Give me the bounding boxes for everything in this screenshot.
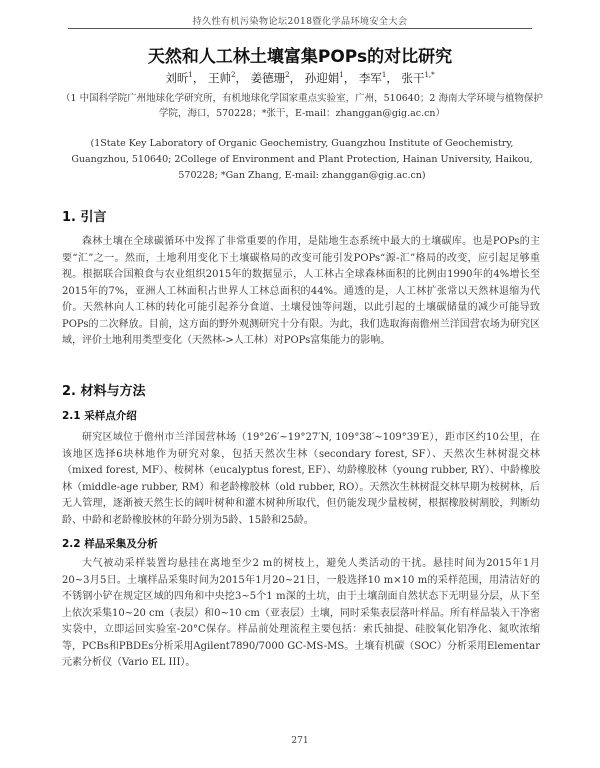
header-divider <box>68 28 532 29</box>
paper-title: 天然和人工林土壤富集POPs的对比研究 <box>147 47 453 67</box>
section-heading-methods: 2. 材料与方法 <box>62 384 146 399</box>
author: 姜德珊$^2$ <box>250 71 290 85</box>
introduction-paragraph: 森林土壤在全球碳循环中发挥了非常重要的作用，是陆地生态系统中最大的土壤碳库。也是POPs的主要“汇”之一。然而，土地利用变化下土壤碳格局的改变可能引发POPs“源-汇”格局的改变，应引起足够重视。根据联合国粮食与农业组织2015年的数据显示，人工林占全球森林面积的比例由1990年的4%增长至2015年的7%，亚洲人工林面积占世界人工林总面积的44%。通透的是，人工林扩张常以天然林退缩为代价。天然林向人工林的转化可能引起养分食道、土壤侵蚀等问题，以此引起的土壤碳储量的减少可能导致POPs的二次释放。目前，这方面的野外观测研究十分有限。为此，我们选取海南儋州兰洋国营农场为研究区域，评价土地利用类型变化（天然林->人工林）对POPs富集能力的影响。 <box>62 236 540 346</box>
affiliation-chinese: （1 中国科学院广州地球化学研究所，有机地球化学国家重点实验室，广州，510640；2 海南大学环境与植物保护学院，海口，570228；*张干，E-mail：zhanggan@gig.ac.cn） <box>61 93 543 119</box>
sampling-site-paragraph: 研究区域位于儋州市兰洋国营林场（19°26′~19°27′N, 109°38′~109°39′E），距市区约10公里，在该地区选择6块林地作为研究对象，包括天然次生林（secondary forest, SF）、天然次生林树混交林（mixed forest, MF）、桉树林（eucalyptus forest, EF）、幼龄橡胶林（young rubber, RY）、中龄橡胶林（middle-age rubber, RM）和老龄橡胶林（old rubber, RO）。天然次生林树混交林早期为桉树林，后无人管理，逐渐被天然生长的阔叶树种和灌木树种所取代，但仍能发现少量桉树，根据橡胶树割胶，判断幼龄、中龄和老龄橡胶林的年龄分别为5龄、15龄和25龄。 <box>62 432 540 526</box>
subsection-heading-sample-collection: 2.2 样品采集及分析 <box>62 538 158 550</box>
author: 王帅$^2$ <box>207 71 236 85</box>
running-header: 持久性有机污染物论坛2018暨化学品环境安全大会 <box>192 17 408 27</box>
page-number: 271 <box>291 736 309 746</box>
affiliation-english: (1State Key Laboratory of Organic Geochemistry, Guangzhou Institute of Geochemistry, Guangzhou, 510640; 2College of Environment and Plant Protection, Hainan University, Haikou, 570228; *Gan Zhang, E-mail: zhanggan@gig.ac.cn) <box>71 138 533 181</box>
author: 刘昕$^1$ <box>165 71 193 85</box>
author: 张干$^{1,*}$ <box>401 71 435 85</box>
author: 李军$^1$ <box>358 71 387 85</box>
section-heading-introduction: 1. 引言 <box>62 210 107 225</box>
subsection-heading-sampling-site: 2.1 采样点介绍 <box>62 410 137 422</box>
author-list: 刘昕$^1$， 王帅$^2$， 姜德珊$^2$， 孙迎娟$^1$， 李军$^1$， 张干$^{1,*}$ <box>165 71 435 85</box>
author: 孙迎娟$^1$ <box>304 71 344 85</box>
sample-collection-paragraph: 大气被动采样装置均悬挂在离地至少2 m的树枝上，避免人类活动的干扰。悬挂时间为2015年1月20~3月5日。土壤样品采集时间为2015年1月20~21日，一般选择10 m×10 m的采样范围，用清洁好的不锈钢小铲在规定区域的四角和中央挖3~5个1 m深的土坑，由于土壤剖面自然状态下无明显分层，从下至上依次采集10~20 cm（表层）和0~10 cm（亚表层）土壤，同时采集表层落叶样品。所有样品装入干净密实袋中，立即运回实验室-20°C保存。样品前处理流程主要包括：索氏抽提、硅胶氧化铝净化、氮吹浓缩等，PCBs和PBDEs分析采用Agilent7890/7000 GC-MS-MS。土壤有机碳（SOC）分析采用Elementar元素分析仪（Vario EL III）。 <box>62 558 540 668</box>
